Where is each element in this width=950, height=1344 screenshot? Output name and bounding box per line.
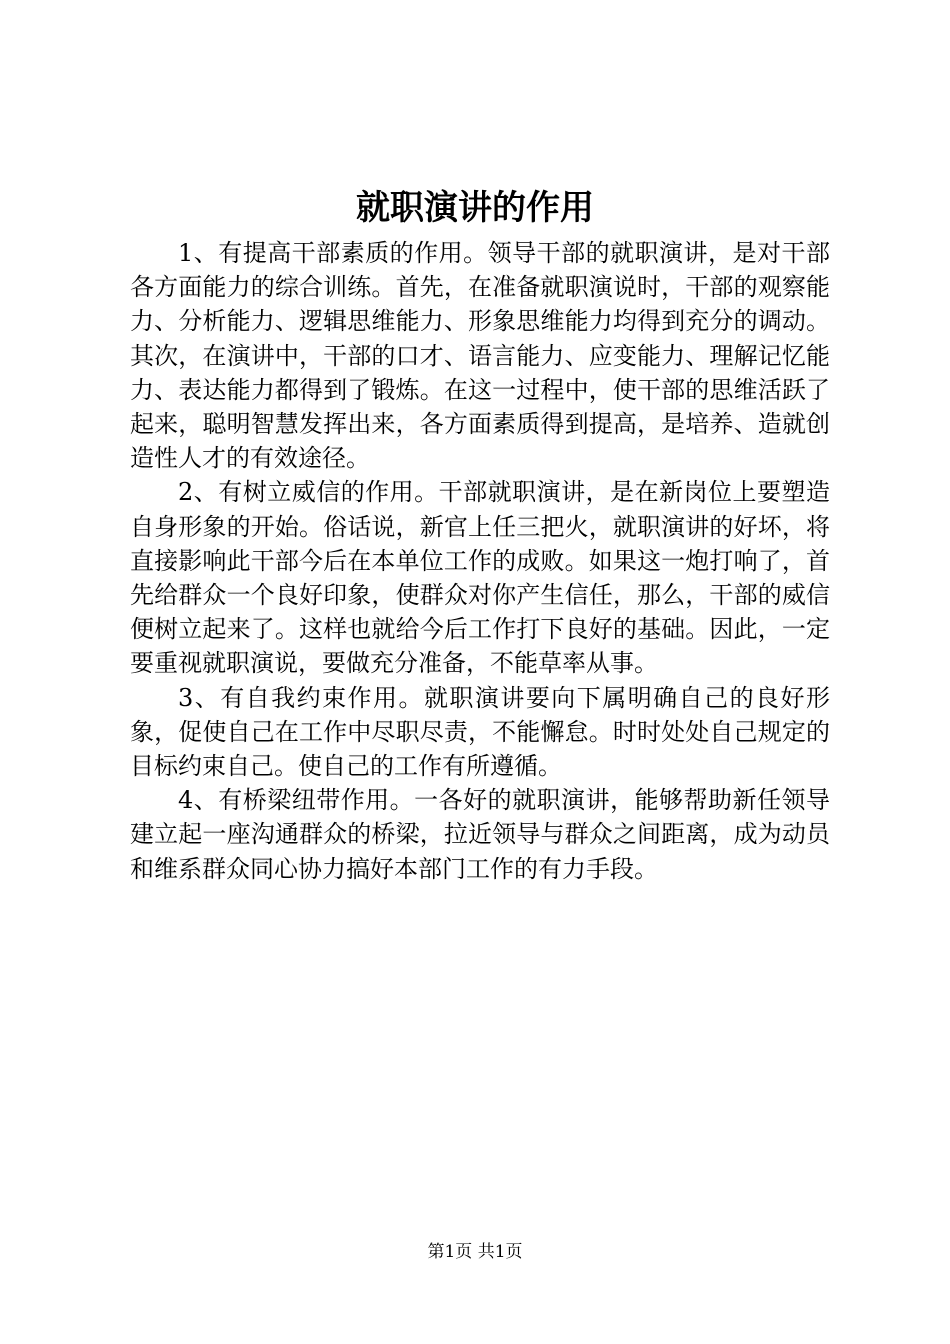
paragraph-4: 4、有桥梁纽带作用。一各好的就职演讲，能够帮助新任领导建立起一座沟通群众的桥梁，拉近领导与群众之间距离，成为动员和维系群众同心协力搞好本部门工作的有力手段。	[130, 786, 830, 883]
paragraph-3: 3、有自我约束作用。就职演讲要向下属明确自己的良好形象，促使自己在工作中尽职尽责，不能懈怠。时时处处自己规定的目标约束自己。使自己的工作有所遵循。	[130, 683, 830, 781]
document-body	[130, 236, 830, 886]
paragraph-2: 2、有树立威信的作用。干部就职演讲，是在新岗位上要塑造自身形象的开始。俗话说，新官上任三把火，就职演讲的好坏，将直接影响此干部今后在本单位工作的成败。如果这一炮打响了，首先给群众一个良好印象，使群众对你产生信任，那么，干部的威信便树立起来了。这样也就给今后工作打下良好的基础。因此，一定要重视就职演说，要做充分准备，不能草率从事。	[130, 478, 830, 678]
page-footer: 第1页 共1页	[427, 1242, 523, 1262]
document-title: 就职演讲的作用	[356, 188, 594, 228]
paragraph-1: 1、有提高干部素质的作用。领导干部的就职演讲，是对干部各方面能力的综合训练。首先，在准备就职演说时，干部的观察能力、分析能力、逻辑思维能力、形象思维能力均得到充分的调动。其次，在演讲中，干部的口才、语言能力、应变能力、理解记忆能力、表达能力都得到了锻炼。在这一过程中，使干部的思维活跃了起来，聪明智慧发挥出来，各方面素质得到提高，是培养、造就创造性人才的有效途径。	[130, 239, 830, 473]
